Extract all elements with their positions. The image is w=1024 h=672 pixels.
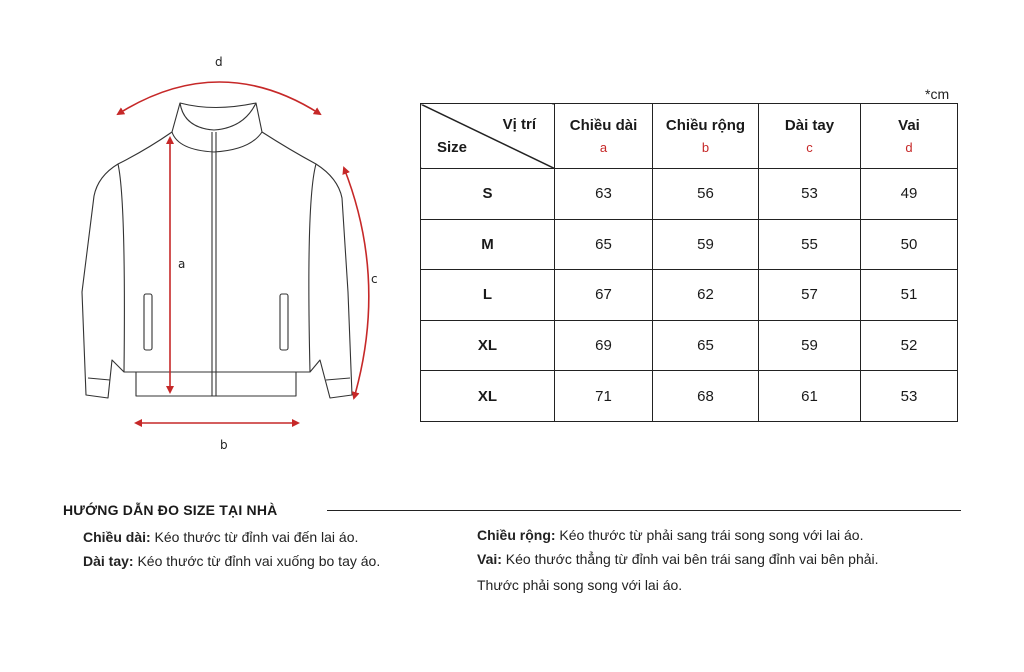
table-row [421, 371, 958, 422]
guide-item-shoulder: Vai: Kéo thước thẳng từ đỉnh vai bên trái sang đỉnh vai bên phải. [477, 551, 879, 567]
unit-label: *cm [925, 86, 950, 102]
value-cell: 56 [653, 169, 759, 220]
column-header: Chiều rộng b [653, 104, 759, 169]
guide-item-length: Chiều dài: Kéo thước từ đỉnh vai đến lai áo. [83, 529, 359, 545]
value-cell: 50 [861, 219, 958, 270]
size-cell: L [421, 270, 555, 321]
size-cell: XL [421, 371, 555, 422]
label-d: d [215, 55, 223, 69]
value-cell: 59 [759, 320, 861, 371]
guide-item-note: Thước phải song song với lai áo. [477, 577, 683, 593]
guide-divider [327, 510, 961, 511]
value-cell: 65 [555, 219, 653, 270]
guide-title: HƯỚNG DẪN ĐO SIZE TẠI NHÀ [63, 502, 278, 518]
position-label: Vị trí [502, 116, 536, 133]
header-corner [421, 104, 555, 169]
label-c: c [371, 272, 378, 286]
size-cell: XL [421, 320, 555, 371]
size-cell: M [421, 219, 555, 270]
label-a: a [178, 257, 186, 271]
value-cell: 68 [653, 371, 759, 422]
value-cell: 55 [759, 219, 861, 270]
guide-item-width: Chiều rộng: Kéo thước từ phải sang trái song song với lai áo. [477, 527, 864, 543]
value-cell: 51 [861, 270, 958, 321]
column-header: Vai d [861, 104, 958, 169]
value-cell: 63 [555, 169, 653, 220]
value-cell: 61 [759, 371, 861, 422]
value-cell: 53 [861, 371, 958, 422]
value-cell: 49 [861, 169, 958, 220]
label-b: b [220, 438, 228, 452]
value-cell: 71 [555, 371, 653, 422]
value-cell: 65 [653, 320, 759, 371]
column-header: Dài tay c [759, 104, 861, 169]
table-row [421, 169, 958, 220]
table-row [421, 219, 958, 270]
size-cell: S [421, 169, 555, 220]
value-cell: 62 [653, 270, 759, 321]
size-table [420, 103, 958, 422]
guide-item-sleeve: Dài tay: Kéo thước từ đỉnh vai xuống bo tay áo. [83, 553, 381, 569]
table-row [421, 320, 958, 371]
value-cell: 59 [653, 219, 759, 270]
table-header-row [421, 104, 958, 169]
value-cell: 57 [759, 270, 861, 321]
value-cell: 52 [861, 320, 958, 371]
value-cell: 53 [759, 169, 861, 220]
column-header: Chiều dài a [555, 104, 653, 169]
value-cell: 67 [555, 270, 653, 321]
jacket-outline [82, 103, 352, 398]
size-label: Size [437, 139, 468, 156]
arrow-d [118, 82, 320, 114]
jacket-measurement-diagram [0, 0, 410, 470]
table-row [421, 270, 958, 321]
value-cell: 69 [555, 320, 653, 371]
